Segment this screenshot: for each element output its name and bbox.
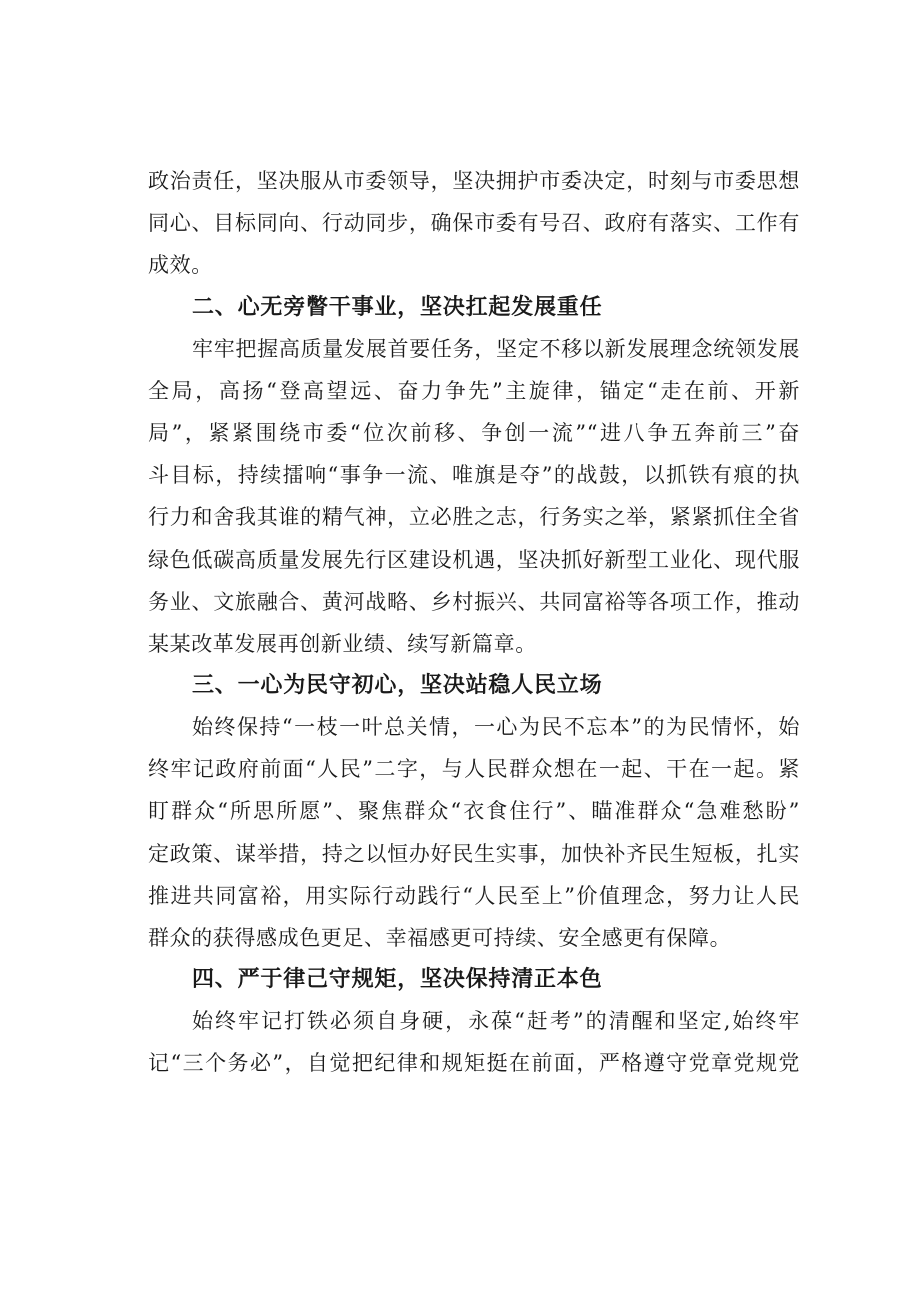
paragraph-line: 行力和舍我其谁的精气神，立必胜之志，行务实之举，紧紧抓住全省	[148, 505, 800, 530]
paragraph-line: 牢牢把握高质量发展首要任务，坚定不移以新发展理念统领发展	[192, 336, 800, 361]
paragraph-line: 斗目标，持续擂响“事争一流、唯旗是夺”的战鼓，以抓铁有痕的执	[148, 463, 800, 488]
paragraph-line: 政治责任，坚决服从市委领导，坚决拥护市委决定，时刻与市委思想	[148, 169, 800, 193]
section-2-paragraph	[148, 328, 800, 666]
document-page	[148, 160, 800, 1085]
paragraph-line: 绿色低碳高质量发展先行区建设机遇，坚决抓好新型工业化、现代服	[148, 547, 800, 572]
section-heading-4: 四、严于律己守规矩，坚决保持清正本色	[192, 967, 603, 993]
paragraph-line: 记“三个务必”，自觉把纪律和规矩挺在前面，严格遵守党章党规党	[148, 1051, 800, 1076]
section-4-paragraph	[148, 1000, 800, 1084]
paragraph-line: 盯群众“所思所愿”、聚焦群众“衣食住行”、瞄准群众“急难愁盼”	[148, 799, 800, 824]
paragraph-line: 局”，紧紧围绕市委“位次前移、争创一流”“进八争五奔前三”奋	[148, 420, 800, 445]
paragraph-line: 群众的获得感成色更足、幸福感更可持续、安全感更有保障。	[148, 926, 732, 950]
section-heading-2: 二、心无旁瞥干事业，坚决扛起发展重任	[192, 294, 603, 320]
paragraph-line: 务业、文旅融合、黄河战略、乡村振兴、共同富裕等各项工作，推动	[148, 589, 800, 614]
paragraph-line: 始终保持“一枝一叶总关情，一心为民不忘本”的为民情怀，始	[192, 715, 800, 740]
paragraph-line: 成效。	[148, 253, 213, 278]
section-3-paragraph	[148, 706, 800, 959]
paragraph-line: 终牢记政府前面“人民”二字，与人民群众想在一起、干在一起。紧	[148, 757, 800, 782]
paragraph-line: 推进共同富裕，用实际行动践行“人民至上”价值理念，努力让人民	[148, 883, 800, 908]
paragraph-line: 全局，高扬“登高望远、奋力争先”主旋律，锚定“走在前、开新	[148, 378, 800, 403]
section-heading-3: 三、一心为民守初心，坚决站稳人民立场	[192, 673, 603, 699]
paragraph-line: 始终牢记打铁必须自身硬，永葆“赶考”的清醒和坚定,始终牢	[192, 1009, 800, 1034]
paragraph-line: 同心、目标同向、行动同步，确保市委有号召、政府有落实、工作有	[148, 211, 800, 236]
paragraph-line: 定政策、谋举措，持之以恒办好民生实事，加快补齐民生短板，扎实	[148, 841, 800, 866]
intro-paragraph	[148, 160, 800, 287]
paragraph-line: 某某改革发展再创新业绩、续写新篇章。	[148, 631, 537, 656]
